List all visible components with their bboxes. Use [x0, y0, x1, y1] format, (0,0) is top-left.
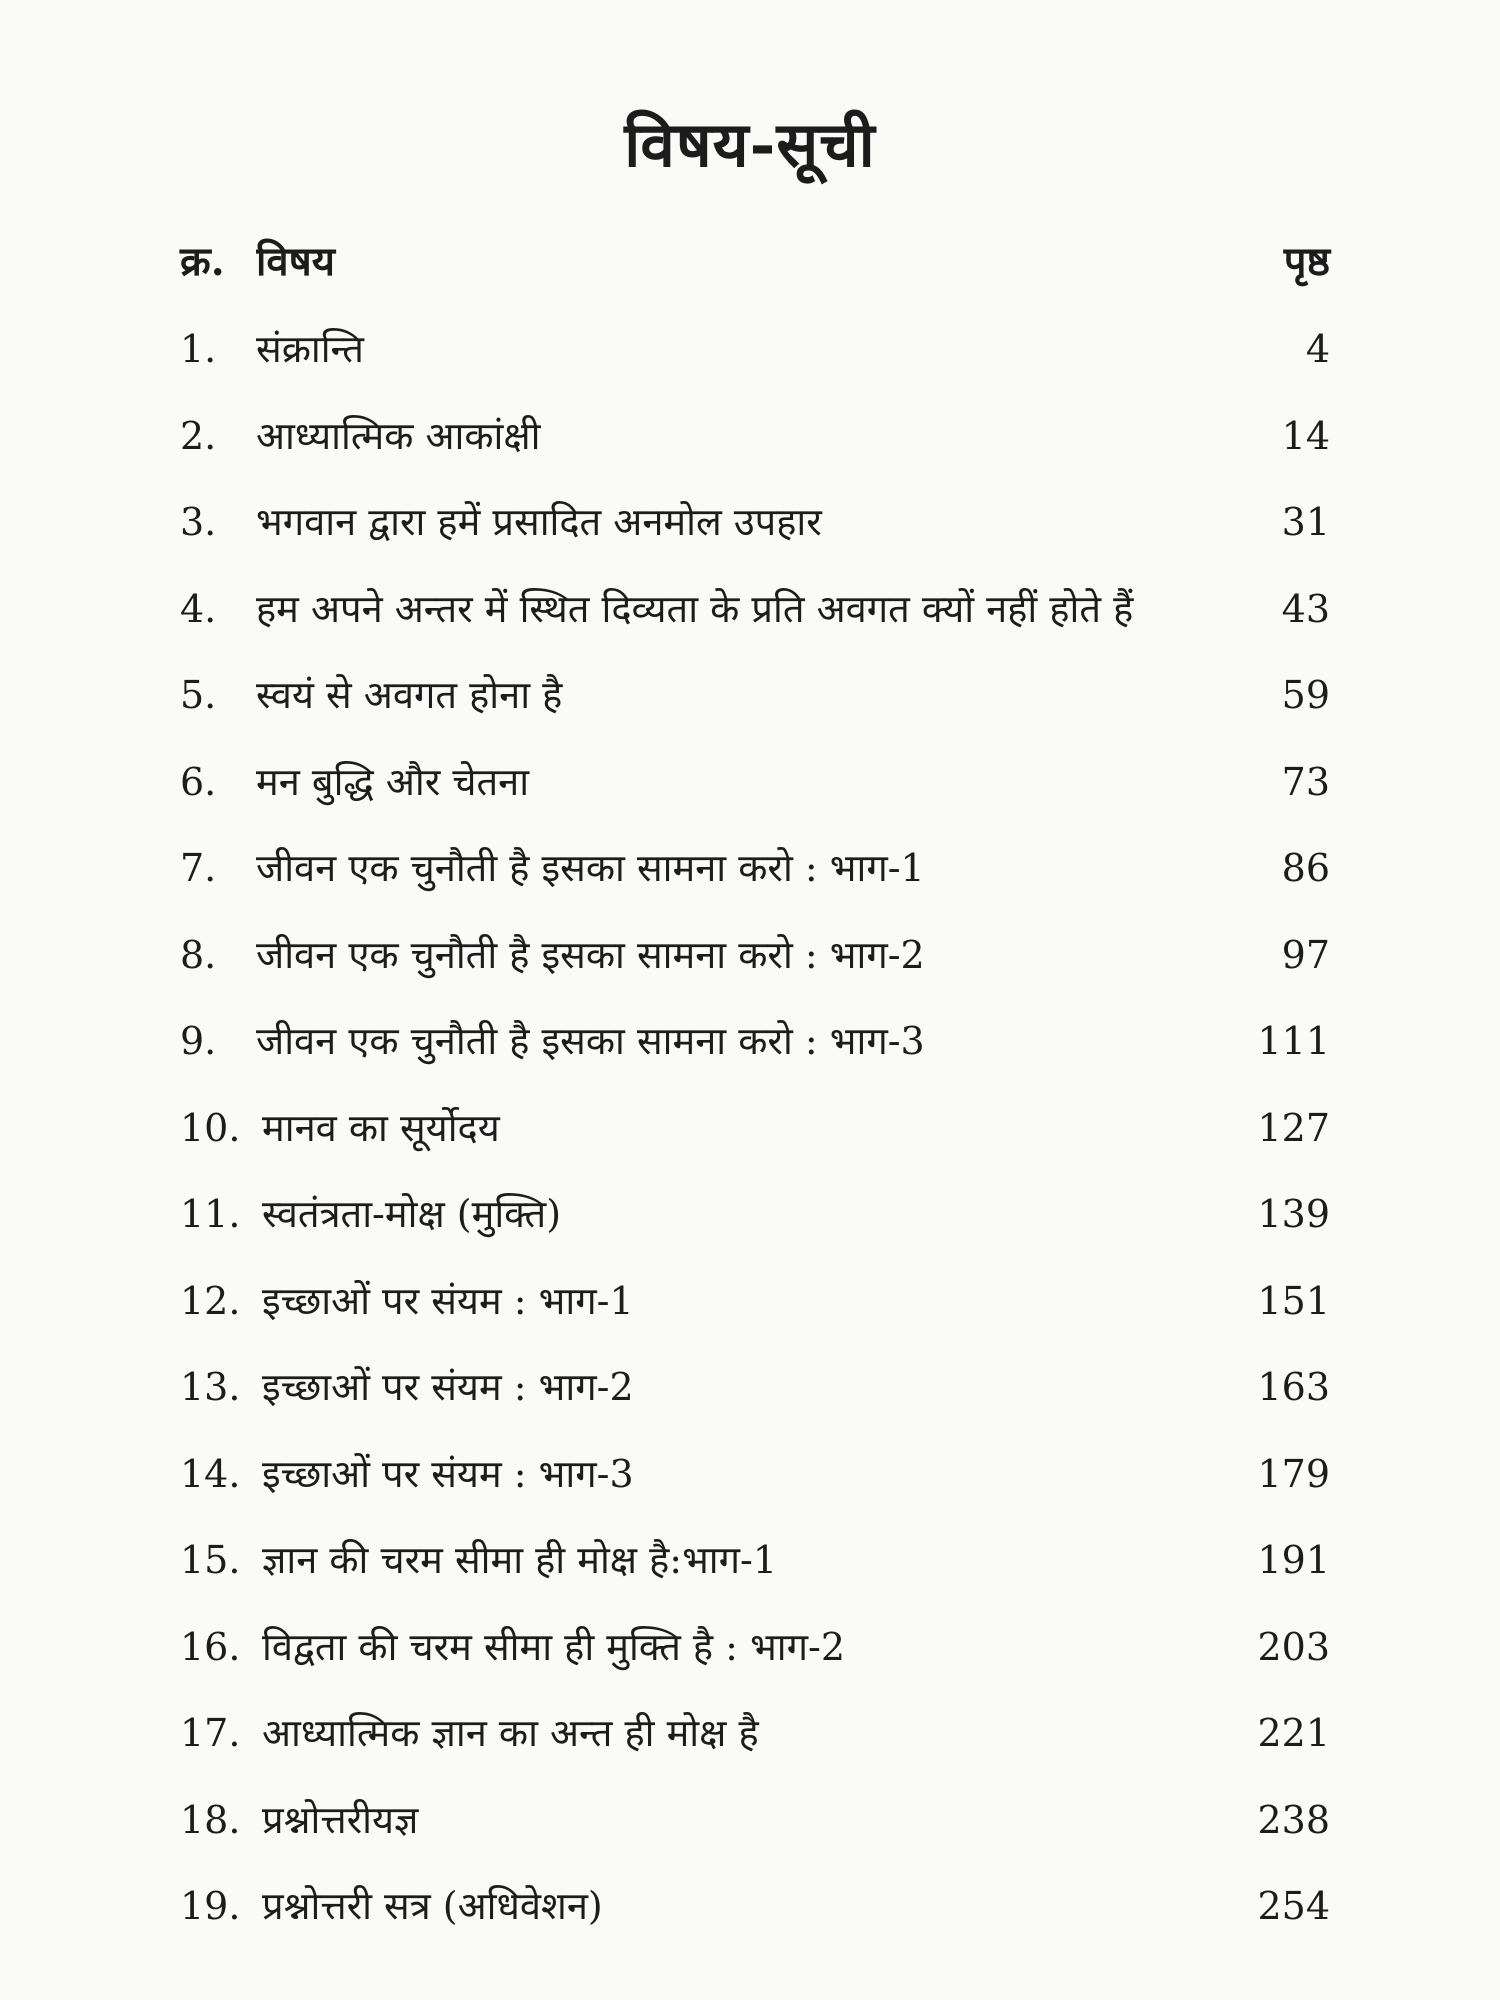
entry-number: 17. — [180, 1711, 241, 1756]
entry-topic: प्रश्नोत्तरीयज्ञ — [262, 1797, 419, 1842]
entry-number: 3. — [180, 500, 217, 545]
toc-entry — [180, 912, 1330, 999]
entry-number: 4. — [180, 586, 217, 631]
entry-number: 11. — [180, 1192, 241, 1237]
entry-page: 238 — [1257, 1797, 1330, 1842]
entry-topic: जीवन एक चुनौती है इसका सामना करो : भाग-1 — [256, 846, 925, 891]
entry-number: 7. — [180, 846, 217, 891]
entry-topic: स्वयं से अवगत होना है — [256, 673, 563, 718]
table-of-contents — [180, 218, 1330, 1950]
entry-page: 139 — [1257, 1192, 1330, 1237]
entry-topic: मानव का सूर्योदय — [262, 1105, 500, 1150]
entry-page: 43 — [1281, 586, 1330, 631]
entry-page: 14 — [1281, 413, 1330, 458]
entry-number: 15. — [180, 1538, 241, 1583]
entry-page: 151 — [1257, 1278, 1330, 1323]
toc-entry — [180, 1777, 1330, 1864]
entry-topic: स्वतंत्रता-मोक्ष (मुक्ति) — [262, 1192, 562, 1237]
entry-topic: इच्छाओं पर संयम : भाग-3 — [262, 1451, 634, 1496]
entry-topic: आध्यात्मिक आकांक्षी — [256, 413, 541, 458]
entry-number: 9. — [180, 1019, 217, 1064]
entry-topic: प्रश्नोत्तरी सत्र (अधिवेशन) — [262, 1884, 603, 1929]
entry-topic: जीवन एक चुनौती है इसका सामना करो : भाग-2 — [256, 932, 925, 977]
entry-topic: इच्छाओं पर संयम : भाग-1 — [262, 1278, 634, 1323]
entry-topic: भगवान द्वारा हमें प्रसादित अनमोल उपहार — [256, 500, 822, 545]
toc-entry — [180, 825, 1330, 912]
entry-topic: संक्रान्ति — [256, 327, 364, 372]
toc-entry — [180, 1258, 1330, 1345]
toc-entry — [180, 566, 1330, 653]
entry-topic: जीवन एक चुनौती है इसका सामना करो : भाग-3 — [256, 1019, 925, 1064]
entry-number: 14. — [180, 1451, 241, 1496]
toc-entry — [180, 1517, 1330, 1604]
entry-topic: हम अपने अन्तर में स्थित दिव्यता के प्रति अवगत क्यों नहीं होते हैं — [256, 586, 1134, 631]
toc-entry — [180, 479, 1330, 566]
toc-header-row — [180, 218, 1330, 306]
entry-page: 127 — [1257, 1105, 1330, 1150]
header-page: पृष्ठ — [1283, 238, 1330, 285]
entry-page: 221 — [1257, 1711, 1330, 1756]
entry-number: 19. — [180, 1884, 241, 1929]
toc-entry — [180, 1085, 1330, 1172]
toc-entry — [180, 652, 1330, 739]
entry-number: 1. — [180, 327, 217, 372]
toc-entry — [180, 393, 1330, 480]
entry-page: 179 — [1257, 1451, 1330, 1496]
entry-page: 111 — [1257, 1019, 1330, 1064]
entry-page: 97 — [1281, 932, 1330, 977]
entry-topic: ज्ञान की चरम सीमा ही मोक्ष है:भाग-1 — [262, 1538, 778, 1583]
toc-entry — [180, 1344, 1330, 1431]
entry-number: 10. — [180, 1105, 241, 1150]
entry-page: 191 — [1257, 1538, 1330, 1583]
entry-page: 254 — [1257, 1884, 1330, 1929]
toc-entry — [180, 306, 1330, 393]
entry-page: 163 — [1257, 1365, 1330, 1410]
entry-number: 13. — [180, 1365, 241, 1410]
page-title: विषय-सूची — [624, 108, 876, 181]
entry-number: 18. — [180, 1797, 241, 1842]
entry-page: 59 — [1281, 673, 1330, 718]
toc-entry — [180, 1863, 1330, 1950]
toc-entry — [180, 1690, 1330, 1777]
entry-page: 73 — [1281, 759, 1330, 804]
entry-number: 6. — [180, 759, 217, 804]
toc-entry — [180, 1431, 1330, 1518]
entry-topic: इच्छाओं पर संयम : भाग-2 — [262, 1365, 634, 1410]
entry-number: 8. — [180, 932, 217, 977]
toc-entry — [180, 1171, 1330, 1258]
entry-number: 16. — [180, 1624, 241, 1669]
entry-page: 4 — [1305, 327, 1330, 372]
toc-entry — [180, 1604, 1330, 1691]
entry-page: 31 — [1281, 500, 1330, 545]
entry-number: 2. — [180, 413, 217, 458]
toc-entry — [180, 739, 1330, 826]
entry-topic: विद्वता की चरम सीमा ही मुक्ति है : भाग-2 — [262, 1624, 846, 1669]
header-number: क्र. — [180, 238, 225, 285]
entry-number: 5. — [180, 673, 217, 718]
header-topic: विषय — [256, 238, 335, 285]
entry-page: 86 — [1281, 846, 1330, 891]
entry-number: 12. — [180, 1278, 241, 1323]
toc-entry — [180, 998, 1330, 1085]
entry-topic: मन बुद्धि और चेतना — [256, 759, 530, 804]
entry-topic: आध्यात्मिक ज्ञान का अन्त ही मोक्ष है — [262, 1711, 759, 1756]
entry-page: 203 — [1257, 1624, 1330, 1669]
